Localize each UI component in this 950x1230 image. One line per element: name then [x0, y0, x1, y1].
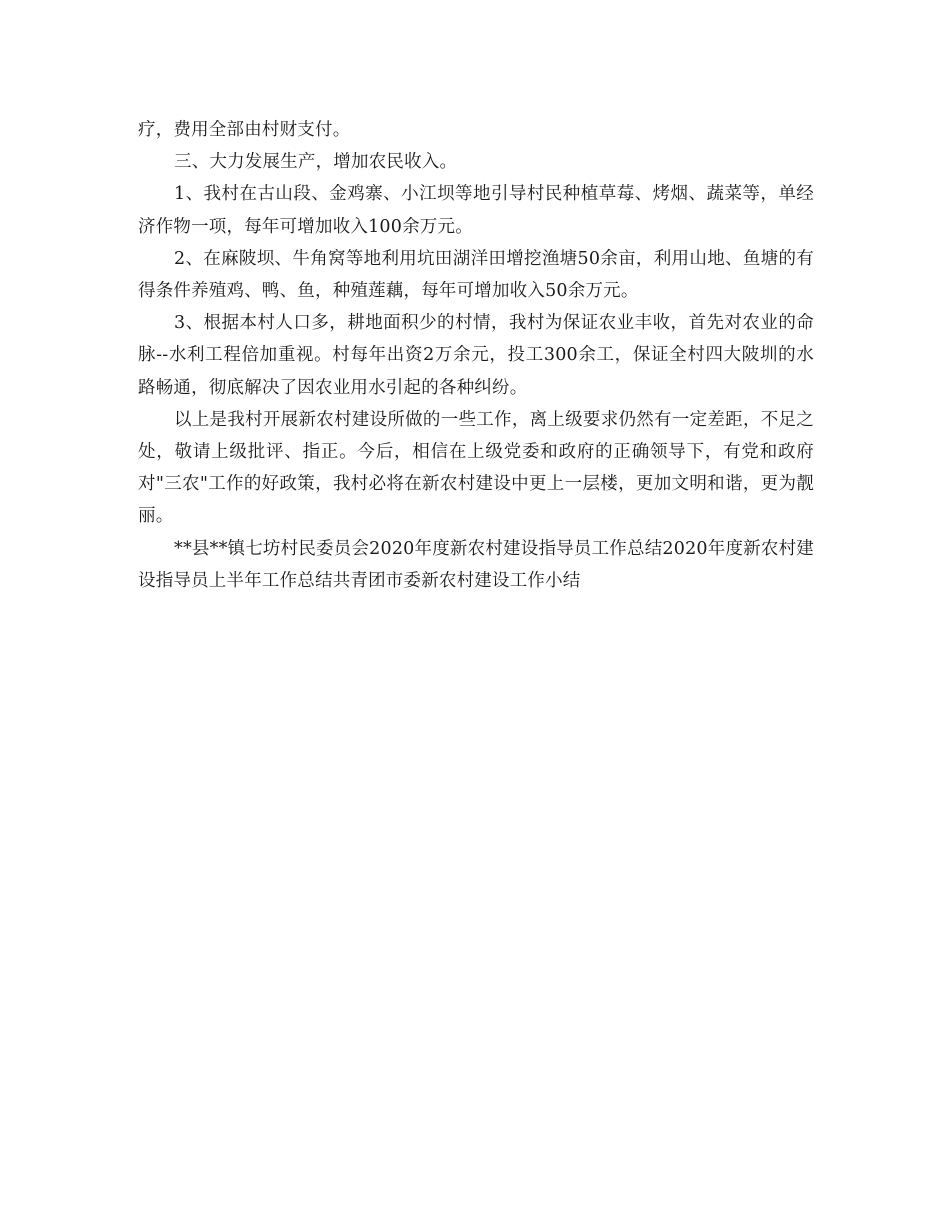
- paragraph-continuation: 疗，费用全部由村财支付。: [138, 120, 351, 140]
- section-heading-production: 三、大力发展生产，增加农民收入。: [174, 152, 458, 173]
- paragraph-item-3: 3、根据本村人口多，耕地面积少的村情，我村为保证农业丰收，首先对农业的命脉--水利工程倍加重视。村每年出资2万余元，投工300余工，保证全村四大陂圳的水路畅通，彻底解决了因农业用水引起的各种纠纷。: [138, 313, 814, 398]
- document-body: [138, 114, 814, 597]
- paragraph-related-titles: **县**镇七坊村民委员会2020年度新农村建设指导员工作总结2020年度新农村建设指导员上半年工作总结共青团市委新农村建设工作小结: [138, 538, 814, 591]
- paragraph-conclusion: 以上是我村开展新农村建设所做的一些工作，离上级要求仍然有一定差距，不足之处，敬请上级批评、指正。今后，相信在上级党委和政府的正确领导下，有党和政府对"三农"工作的好政策，我村必将在新农村建设中更上一层楼，更加文明和谐，更为靓丽。: [138, 409, 814, 527]
- paragraph-item-2: 2、在麻陂坝、牛角窝等地利用坑田湖洋田增挖渔塘50余亩，利用山地、鱼塘的有得条件养殖鸡、鸭、鱼，种殖莲藕，每年可增加收入50余万元。: [138, 248, 814, 302]
- paragraph-item-1: 1、我村在古山段、金鸡寨、小江坝等地引导村民种植草莓、烤烟、蔬菜等，单经济作物一项，每年可增加收入100余万元。: [138, 184, 814, 237]
